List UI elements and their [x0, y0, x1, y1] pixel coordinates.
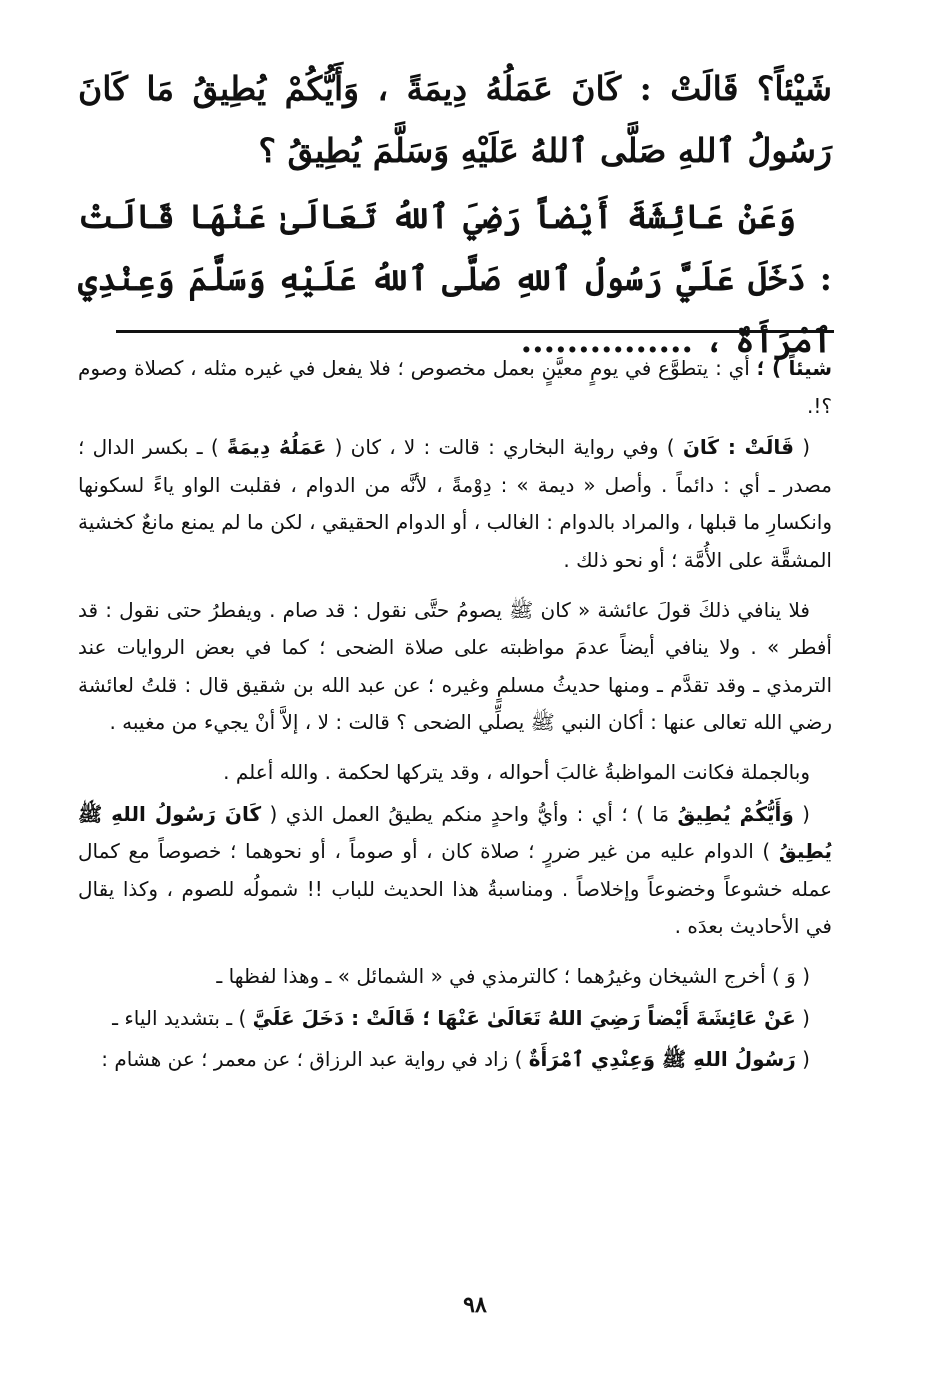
section-divider	[116, 330, 834, 333]
commentary-keyword: كَانَ رَسُولُ اللهِ ﷺ يُطِيقُ	[78, 801, 832, 864]
commentary-keyword: عَمَلُهُ دِيمَةً	[226, 435, 327, 460]
commentary-paragraph-7	[78, 1000, 832, 1038]
commentary-paragraph-4: وبالجملة فكانت المواظبةُ غالبَ أحواله ، وقد يتركها لحكمة . والله أعلم .	[223, 759, 810, 784]
commentary-paragraph-2	[78, 429, 832, 579]
commentary-text-segment: ) ـ بكسر الدال ؛ مصدر ـ أي : دائماً . وأصل « ديمة » : دِوْمةً ، لأنَّه من الدوام ، فقلبت الواو ياءً لسكونها وانكسارِ ما قبلها ، والمراد بالدوام : الغالب ، أو الدوام الحقيقي ، لكن ما لم يمنع مانعٌ كخشية المشقَّة على الأُمَّة ؛ أو نحو ذلك .	[78, 435, 832, 572]
commentary-paragraph-6: ( وَ ) أخرج الشيخان وغيرُهما ؛ كالترمذي في « الشمائل » ـ وهذا لفظها ـ	[216, 963, 810, 988]
commentary-text	[78, 350, 832, 1083]
commentary-paragraph-3: فلا ينافي ذلكَ قولَ عائشة « كان ﷺ يصومُ حتَّى نقول : قد صام . ويفطرُ حتى نقول : قد أفطر » . ولا ينافي أيضاً عدمَ مواظبته على صلاة الضحى ؛ كما في بعض الروايات عند الترمذي ـ وقد تقدَّم ـ ومنها حديثُ مسلمٍ وغيره ؛ عن عبد الله بن شقيق قال : قلتُ لعائشة رضي الله تعالى عنها : أكان النبي ﷺ يصلِّي الضحى ؟ قالت : لا ، إلاَّ أنْ يجيء من مغيبه .	[78, 597, 832, 735]
commentary-text-segment: (	[795, 1047, 810, 1072]
hadith-paragraph-2	[78, 186, 832, 372]
hadith-text	[78, 58, 832, 372]
commentary-keyword: قَالَتْ : كَانَ	[682, 435, 794, 460]
commentary-text-segment: (	[795, 1005, 810, 1030]
ellipsis-dots: ...............	[520, 321, 693, 360]
commentary-keyword: رَسُولُ اللهِ ﷺ وَعِنْدِي ٱمْرَأَةٌ	[528, 1047, 796, 1072]
commentary-text-segment: ) وفي رواية البخاري : قالت : لا ، كان (	[326, 435, 683, 460]
commentary-text-segment: (	[793, 435, 811, 460]
page-number: ٩٨	[463, 1292, 487, 1318]
commentary-keyword: عَنْ عَائِشَةَ أَيْضاً رَضِيَ اللهُ تَعَالَىٰ عَنْهَا ؛ قَالَتْ : دَخَلَ عَلَيَّ	[252, 1005, 796, 1030]
commentary-text-segment: ) زاد في رواية عبد الرزاق ؛ عن معمر ؛ عن هشام :	[101, 1047, 529, 1072]
commentary-text-segment: أي : يتطوَّع في يومٍ معيَّنٍ بعمل مخصوص ؛ فلا يفعل في غيره مثله ، كصلاة وصوم ؟!.	[78, 356, 832, 418]
hadith-paragraph-1: شَيْئاً؟ قَالَتْ : كَانَ عَمَلُهُ دِيمَةً ، وَأَيُّكُمْ يُطِيقُ مَا كَانَ رَسُولُ ٱللهِ صَلَّى ٱللهُ عَلَيْهِ وَسَلَّمَ يُطِيقُ ؟	[78, 69, 832, 170]
commentary-text-segment: (	[793, 801, 810, 826]
commentary-keyword: وَأَيُّكُمْ يُطِيقُ	[677, 801, 794, 826]
commentary-text-segment: مَا ) ؛ أي : وأيُّ واحدٍ منكم يطيقُ العمل الذي (	[261, 801, 678, 826]
commentary-paragraph-1	[78, 350, 832, 425]
commentary-text-segment: ) ـ بتشديد الياء ـ	[112, 1005, 253, 1030]
commentary-text-segment: ) الدوام عليه من غير ضررٍ ؛ صلاة كان ، أو صوماً ، أو نحوهما ؛ خصوصاً مع كمال عمله خشوعاً وخضوعاً وإخلاصاً . ومناسبةُ هذا الحديث للباب !! شمولُه للصوم ، وكذا يقال في الأحاديث بعدَه .	[78, 839, 832, 939]
hadith-paragraph-2-text: وَعَنْ عَائِشَةَ أَيْضاً رَضِيَ ٱللهُ تَعَالَىٰ عَنْهَا قَالَتْ : دَخَلَ عَلَيَّ رَسُولُ ٱللهِ صَلَّى ٱللهُ عَلَيْهِ وَسَلَّمَ وَعِنْدِي ٱمْرَأَةٌ ،	[78, 197, 832, 360]
commentary-paragraph-8	[78, 1041, 832, 1079]
commentary-keyword: شيئاً ) ؛	[756, 356, 832, 380]
commentary-paragraph-5	[78, 796, 832, 946]
